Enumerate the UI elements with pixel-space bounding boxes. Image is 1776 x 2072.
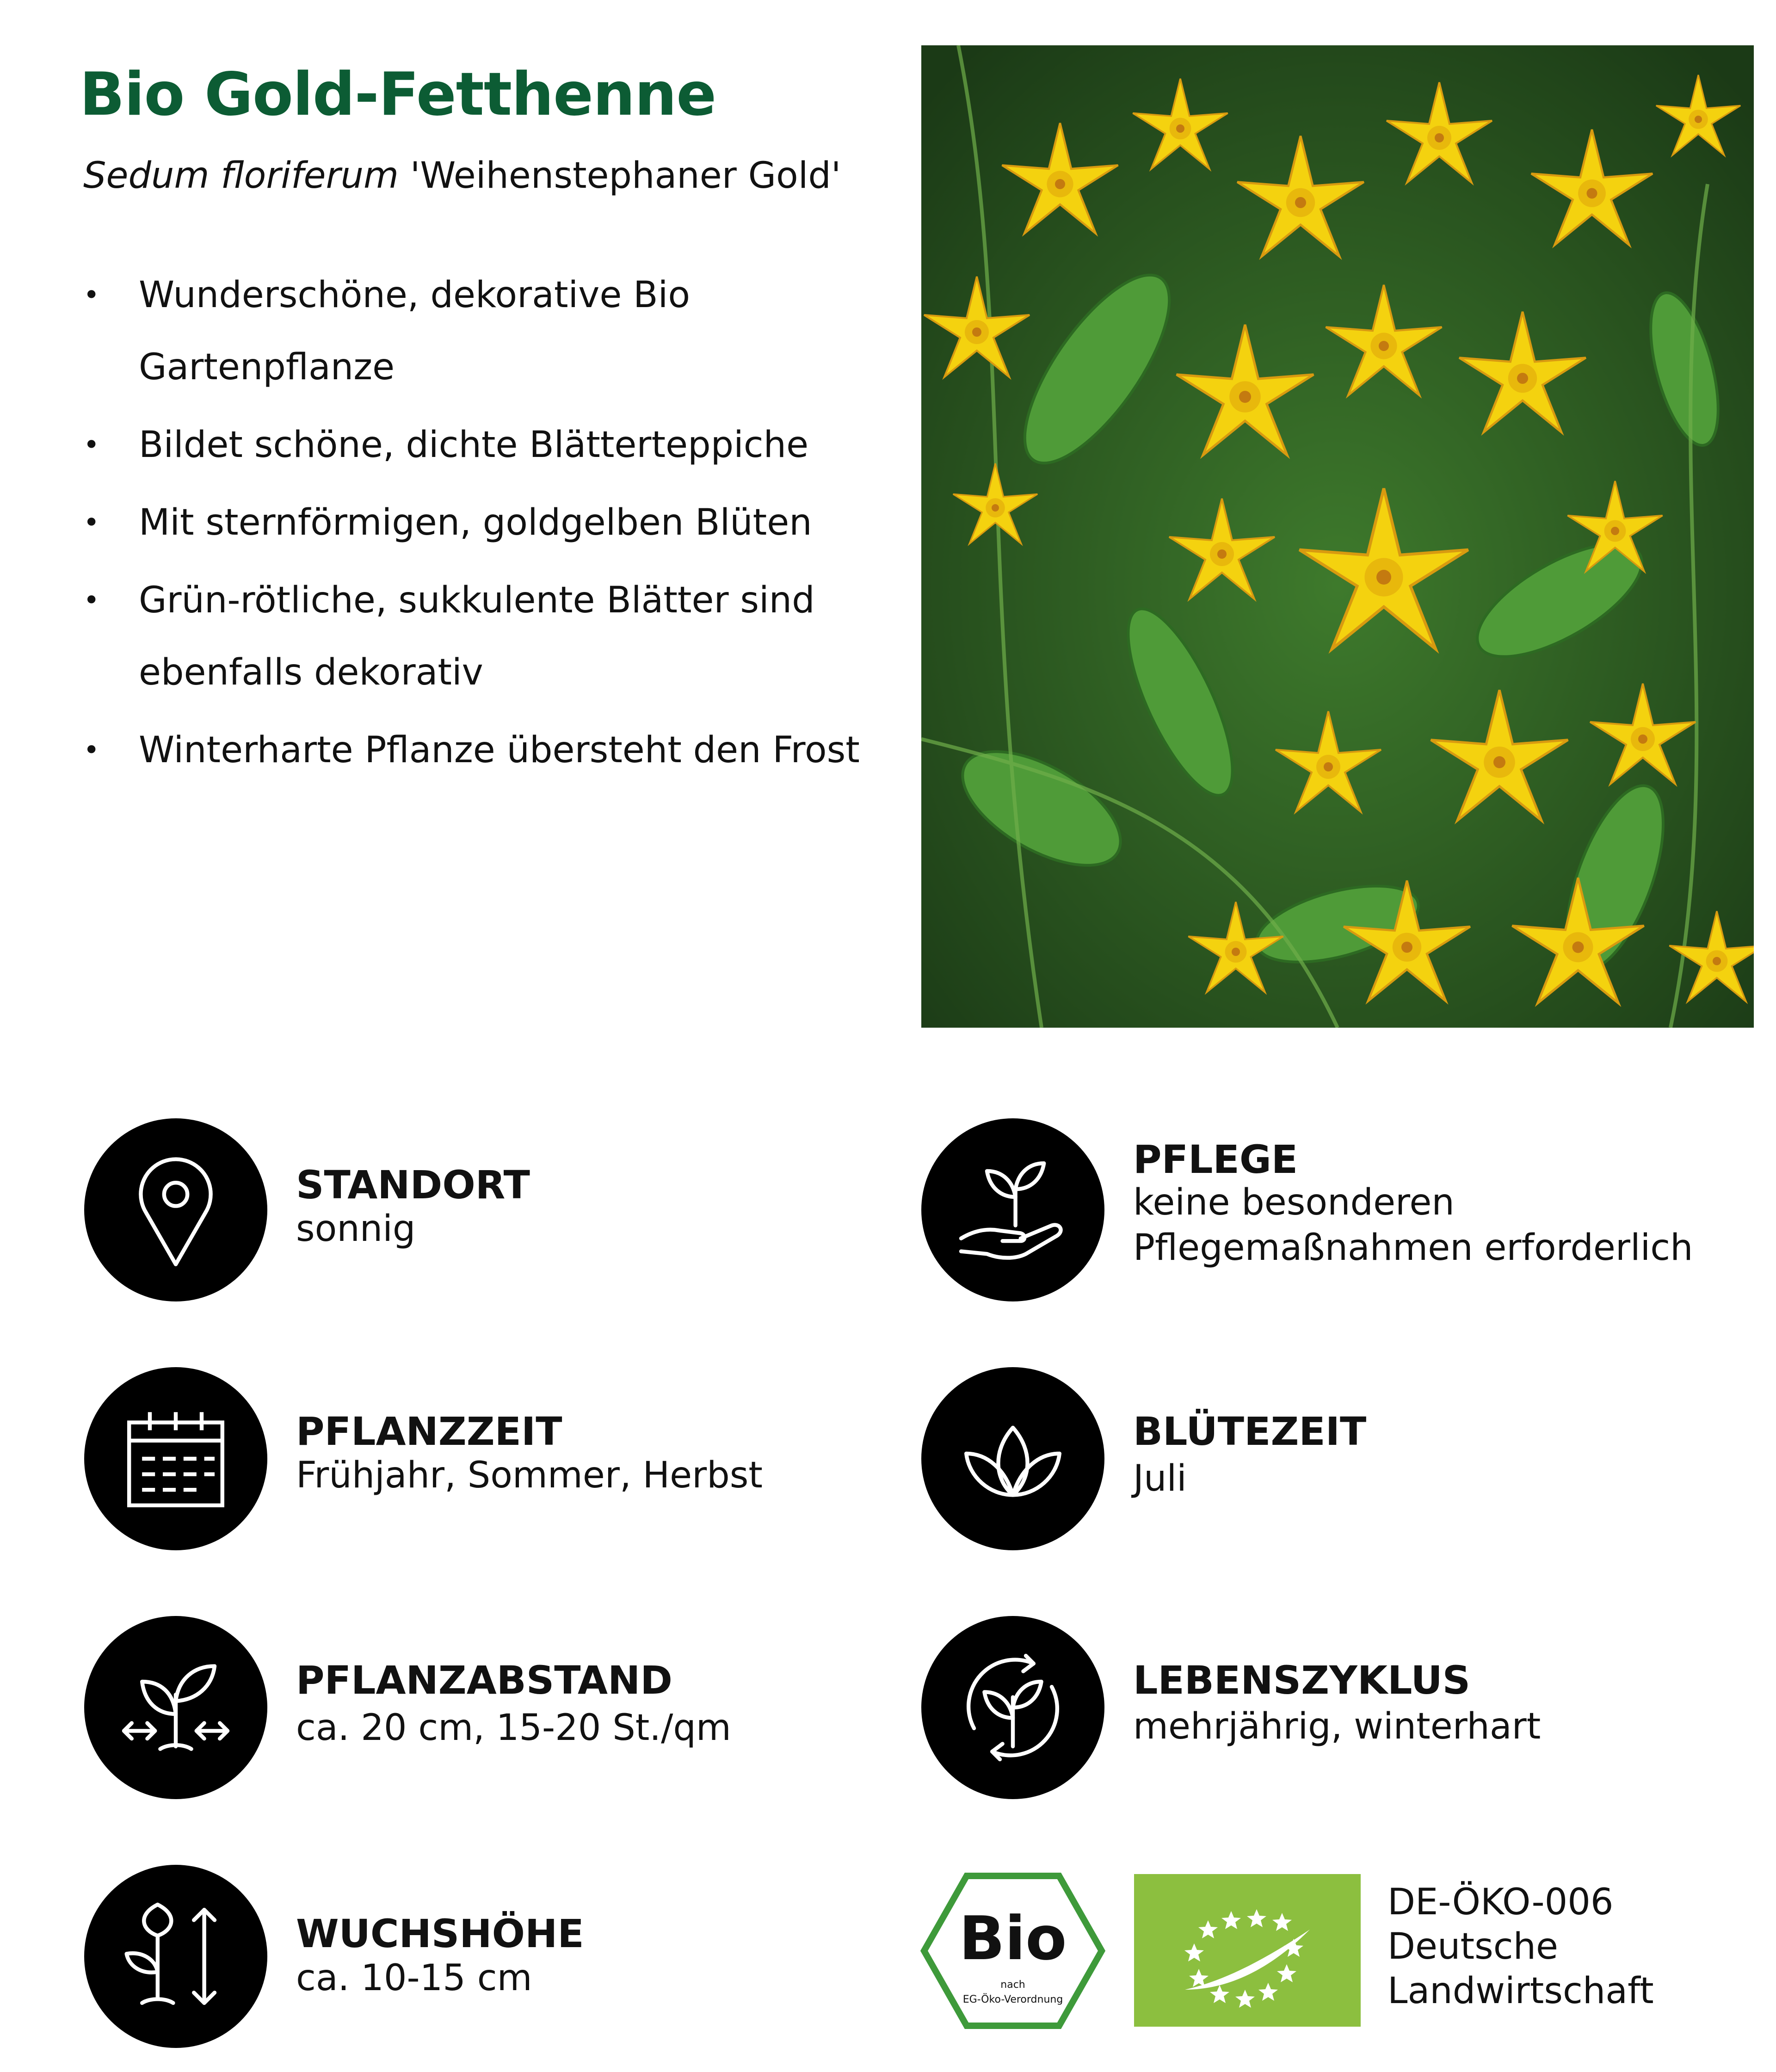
- bullet-icon: •: [83, 429, 100, 461]
- wuchshoehe-icon-circle: [84, 1865, 267, 2048]
- lotus-flower-icon: [948, 1394, 1078, 1523]
- wuchshoehe-value: ca. 10-15 cm: [296, 1957, 532, 1999]
- location-pin-icon: [111, 1145, 240, 1275]
- bullet-icon: •: [83, 506, 100, 539]
- info-standort: [84, 1118, 870, 1301]
- info-pflege: [921, 1118, 1754, 1301]
- info-lebenszyklus: [921, 1616, 1754, 1799]
- info-bluetezeit: [921, 1367, 1754, 1550]
- standort-value: sonnig: [296, 1208, 416, 1250]
- sedum-flower-photo: [921, 45, 1754, 1028]
- certification-origin-line2: Landwirtschaft: [1388, 1970, 1654, 2012]
- latin-name: Sedum floriferum: [83, 155, 399, 197]
- certification-code: DE-ÖKO-006: [1388, 1881, 1614, 1923]
- bio-seal-line1: nach: [1000, 1979, 1025, 1991]
- lebenszyklus-icon-circle: [921, 1616, 1104, 1799]
- bio-seal-logo: [920, 1872, 1105, 2029]
- feature-text: Mit sternförmigen, goldgelben Blüten: [139, 502, 812, 543]
- pflanzzeit-label: PFLANZZEIT: [296, 1409, 562, 1454]
- product-photo: [921, 45, 1754, 1028]
- feature-item: [83, 259, 870, 403]
- hand-seedling-icon: [948, 1145, 1078, 1275]
- pflege-value-line1: keine besonderen: [1133, 1182, 1455, 1223]
- eu-organic-leaf-logo: [1134, 1874, 1361, 2027]
- feature-item: [83, 487, 870, 559]
- feature-text: Bildet schöne, dichte Blätterteppiche: [139, 424, 809, 466]
- pflanzabstand-label: PFLANZABSTAND: [296, 1658, 673, 1703]
- bullet-icon: •: [83, 584, 100, 617]
- product-title: Bio Gold-Fetthenne: [80, 60, 716, 129]
- pflege-value-line2: Pflegemaßnahmen erforderlich: [1133, 1227, 1693, 1269]
- pflege-label: PFLEGE: [1133, 1137, 1298, 1182]
- plant-spacing-icon: [111, 1643, 240, 1772]
- pflanzabstand-icon-circle: [84, 1616, 267, 1799]
- feature-item: [83, 409, 870, 481]
- lebenszyklus-label: LEBENSZYKLUS: [1133, 1658, 1471, 1703]
- calendar-icon: [111, 1394, 240, 1523]
- cycle-plant-icon: [948, 1643, 1078, 1772]
- feature-item: [83, 714, 870, 786]
- wuchshoehe-label: WUCHSHÖHE: [296, 1911, 584, 1956]
- feature-item: [83, 564, 870, 709]
- feature-text: Wunderschöne, dekorative Bio: [139, 274, 691, 316]
- certification-origin-line1: Deutsche: [1388, 1926, 1559, 1967]
- product-subtitle: [83, 155, 841, 197]
- info-pflanzzeit: [84, 1367, 870, 1550]
- standort-icon-circle: [84, 1118, 267, 1301]
- feature-text-continued: ebenfalls dekorativ: [139, 652, 483, 693]
- info-wuchshoehe: [84, 1865, 870, 2048]
- certification-text: [1388, 1880, 1654, 2013]
- cultivar-name: 'Weihenstephaner Gold': [410, 155, 841, 197]
- bluetezeit-value: Juli: [1133, 1458, 1187, 1499]
- pflanzzeit-icon-circle: [84, 1367, 267, 1550]
- pflanzzeit-value: Frühjahr, Sommer, Herbst: [296, 1455, 763, 1496]
- bio-seal-word: Bio: [959, 1903, 1067, 1973]
- pflanzabstand-value: ca. 20 cm, 15-20 St./qm: [296, 1707, 731, 1749]
- bullet-icon: •: [83, 279, 100, 311]
- eu-leaf-stars-icon: [1134, 1874, 1361, 2027]
- bluetezeit-icon-circle: [921, 1367, 1104, 1550]
- plant-height-icon: [111, 1892, 240, 2021]
- standort-label: STANDORT: [296, 1162, 530, 1208]
- feature-text: Winterharte Pflanze übersteht den Frost: [139, 729, 860, 771]
- bluetezeit-label: BLÜTEZEIT: [1133, 1409, 1367, 1454]
- feature-text-continued: Gartenpflanze: [139, 346, 395, 388]
- feature-list: [83, 259, 870, 792]
- lebenszyklus-value: mehrjährig, winterhart: [1133, 1706, 1541, 1747]
- pflege-icon-circle: [921, 1118, 1104, 1301]
- feature-text: Grün-rötliche, sukkulente Blätter sind: [139, 580, 815, 621]
- bio-seal-line2: EG-Öko-Verordnung: [962, 1994, 1063, 2005]
- bullet-icon: •: [83, 734, 100, 766]
- bio-hexagon-icon: [920, 1872, 1105, 2029]
- info-pflanzabstand: [84, 1616, 870, 1799]
